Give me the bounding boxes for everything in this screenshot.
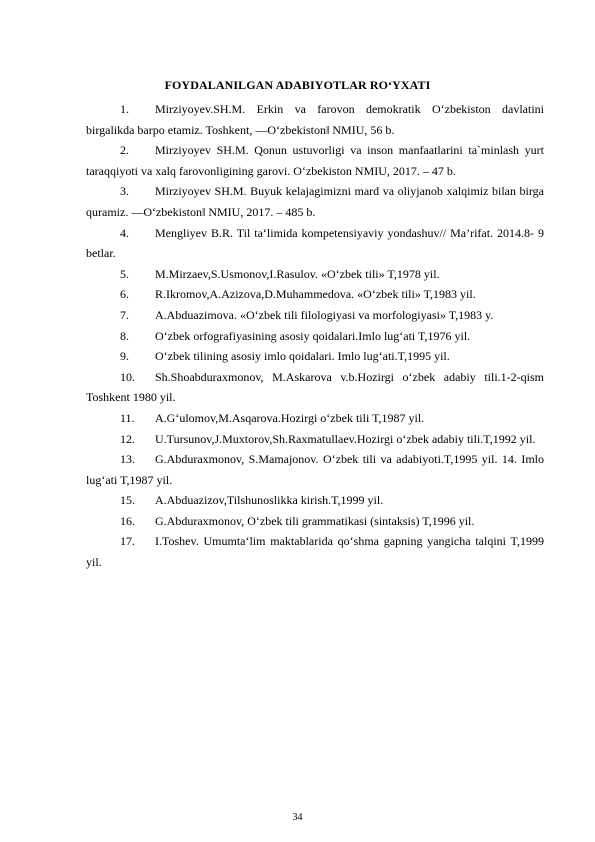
reference-item-17 xyxy=(86,531,544,572)
page-number: 34 xyxy=(292,812,303,823)
reference-item-9 xyxy=(86,346,544,367)
reference-text: A.G‘ulomov,M.Asqarova.Hozirgi o‘zbek tili T,1987 yil. xyxy=(155,410,425,425)
reference-item-13 xyxy=(86,449,544,490)
reference-list xyxy=(86,99,544,573)
reference-number: 13. xyxy=(120,452,135,467)
reference-number: 17. xyxy=(120,534,135,549)
reference-text: Sh.Shoabduraxmonov, M.Askarova v.b.Hozirgi o‘zbek adabiy tili.1-2-qism Toshkent 1980 yil. xyxy=(86,369,544,405)
reference-text: U.Tursunov,J.Muxtorov,Sh.Raxmatullaev.Hozirgi o‘zbek adabiy tili.T,1992 yil. xyxy=(155,431,536,446)
reference-text: R.Ikromov,A.Azizova,D.Muhammedova. «O‘zbek tili» T,1983 yil. xyxy=(155,287,476,302)
reference-item-16 xyxy=(86,511,544,532)
reference-number: 7. xyxy=(120,307,129,322)
reference-number: 12. xyxy=(120,431,135,446)
reference-item-3 xyxy=(86,181,544,222)
reference-text: G.Abduraxmonov, S.Mamajonov. O‘zbek tili va adabiyoti.T,1995 yil. 14. Imlo lug‘ati T,1987 yil. xyxy=(86,452,544,487)
reference-item-1 xyxy=(86,99,544,140)
reference-text: O‘zbek orfografiyasining asosiy qoidalari.Imlo lug‘ati T,1976 yil. xyxy=(155,328,471,343)
reference-text: M.Mirzaev,S.Usmonov,I.Rasulov. «O‘zbek tili» T,1978 yil. xyxy=(155,266,440,281)
reference-item-8 xyxy=(86,326,544,347)
reference-item-12 xyxy=(86,429,544,450)
reference-text: Mirziyoyev.SH.M. Erkin va farovon demokratik O‘zbekiston davlatini birgalikda barpo etamiz. Toshkent, ―O‘zbekiston‖ NMIU, 56 b. xyxy=(86,102,544,137)
reference-item-4 xyxy=(86,223,544,264)
reference-text: O‘zbek tilining asosiy imlo qoidalari. Imlo lug‘ati.T,1995 yil. xyxy=(155,349,450,364)
reference-number: 8. xyxy=(120,328,129,343)
reference-item-11 xyxy=(86,408,544,429)
page-title: FOYDALANILGAN ADABIYOTLAR RO‘YXATI xyxy=(164,78,431,92)
reference-item-10 xyxy=(86,367,544,408)
reference-number: 5. xyxy=(120,266,129,281)
reference-text: Mirziyoyev SH.M. Buyuk kelajagimizni mard va oliyjanob xalqimiz bilan birga quramiz. ―O‘zbekiston‖ NMIU, 2017. – 485 b. xyxy=(86,184,544,219)
reference-text: I.Toshev. Umumta‘lim maktablarida qo‘shma gapning yangicha talqini T,1999 yil. xyxy=(86,534,544,570)
reference-text: A.Abduazimova. «O‘zbek tili filologiyasi va morfologiyasi» T,1983 y. xyxy=(155,307,494,322)
reference-number: 1. xyxy=(120,102,129,116)
reference-text: Mirziyoyev SH.M. Qonun ustuvorligi va inson manfaatlarini ta`minlash yurt taraqqiyoti va xalq farovonligining garovi. O‘zbekiston NMIU, 2017. – 47 b. xyxy=(86,143,544,178)
reference-item-2 xyxy=(86,140,544,181)
reference-number: 15. xyxy=(120,493,135,508)
reference-text: G.Abduraxmonov, O‘zbek tili grammatikasi (sintaksis) T,1996 yil. xyxy=(155,513,475,528)
reference-number: 11. xyxy=(120,410,135,425)
reference-number: 16. xyxy=(120,513,135,528)
reference-text: Mengliyev B.R. Til ta‘limida kompetensiyaviy yondashuv// Ma’rifat. 2014.8- 9 betlar. xyxy=(86,225,544,261)
reference-number: 4. xyxy=(120,225,129,240)
reference-text: A.Abduazizov,Tilshunoslikka kirish.T,1999 yil. xyxy=(155,493,384,508)
reference-number: 6. xyxy=(120,287,129,302)
reference-number: 2. xyxy=(120,143,129,158)
reference-number: 3. xyxy=(120,184,129,199)
reference-item-15 xyxy=(86,490,544,511)
reference-number: 10. xyxy=(120,369,135,384)
reference-item-5 xyxy=(86,264,544,285)
reference-item-6 xyxy=(86,284,544,305)
reference-item-7 xyxy=(86,305,544,326)
reference-number: 9. xyxy=(120,349,129,364)
